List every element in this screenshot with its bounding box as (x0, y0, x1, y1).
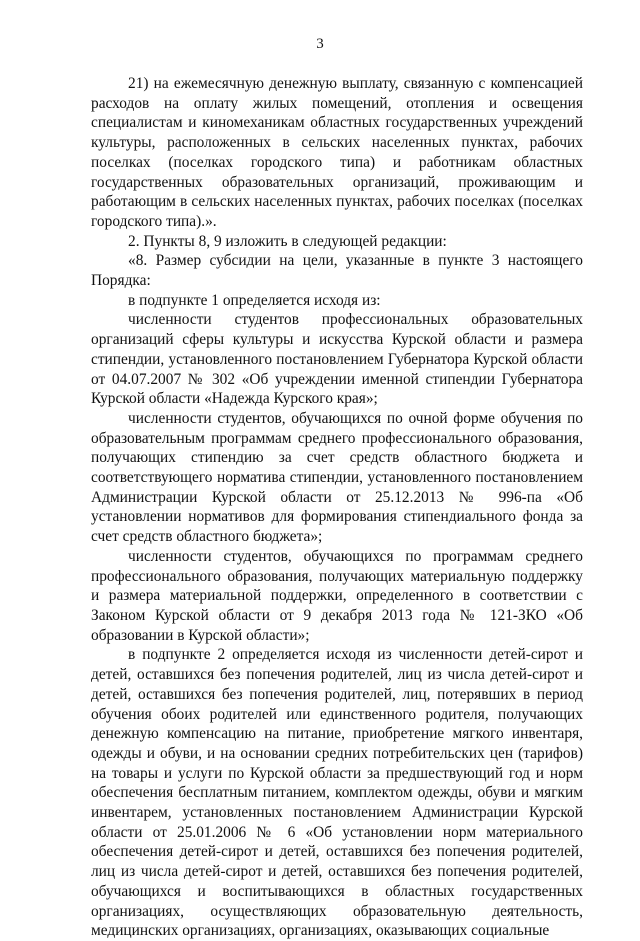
document-body (91, 74, 583, 941)
paragraph-amendment-2: 2. Пункты 8, 9 изложить в следующей редакции: (128, 232, 447, 250)
paragraph-subitem-1-intro: в подпункте 1 определяется исходя из: (128, 291, 381, 309)
paragraph-material-support: численности студентов, обучающихся по программам среднего профессионального образования, получающих материальную поддержку и размера материальной поддержки, определенного в соответствии с Законом Курской области от 9 декабря 2013 года № 121-ЗКО «Об образовании в Курской области»; (91, 547, 583, 644)
paragraph-subitem-2-orphans: в подпункте 2 определяется исходя из численности детей-сирот и детей, оставшихся без попечения родителей, лиц из числа детей-сирот и детей, оставшихся без попечения родителей, лиц, потерявших в период обучения обоих родителей или единственного родителя, получающих денежную компенсацию на питание, приобретение мягкого инвентаря, одежды и обуви, и на основании средних потребительских цен (тарифов) на товары и услуги по Курской области за предшествующий год и норм обеспечения бесплатным питанием, комплектом одежды, обуви и мягким инвентарем, установленных постановлением Администрации Курской области от 25.01.2006 № 6 «Об установлении норм материального обеспечения детей-сирот и детей, оставшихся без попечения родителей, лиц из числа детей-сирот и детей, оставшихся без попечения родителей, обучающихся и воспитывающихся в областных государственных организациях, осуществляющих образовательную деятельность, медицинских организациях, организациях, оказывающих социальные (91, 646, 583, 940)
paragraph-fulltime-students: численности студентов, обучающихся по очной форме обучения по образовательным программам среднего профессионального образования, получающих стипендию за счет средств областного бюджета и соответствующего норматива стипендии, установленного постановлением Администрации Курской области от 25.12.2013 № 996-па «Об установлении нормативов для формирования стипендиального фонда за счет средств областного бюджета»; (91, 409, 583, 546)
paragraph-culture-students: численности студентов профессиональных образовательных организаций сферы культуры и искусства Курской области и размера стипендии, установленного постановлением Губернатора Курской области от 04.07.2007 № 302 «Об учреждении именной стипендии Губернатора Курской области «Надежда Курского края»; (91, 311, 583, 408)
paragraph-item-21: 21) на ежемесячную денежную выплату, связанную с компенсацией расходов на оплату жилых помещений, отопления и освещения специалистам и киномеханикам областных государственных учреждений культуры, расположенных в сельских населенных пунктах, рабочих поселках (поселках городского типа) и работникам областных государственных образовательных организаций, проживающим и работающим в сельских населенных пунктах, рабочих поселках (поселках городского типа).». (91, 75, 583, 230)
paragraph-point-8: «8. Размер субсидии на цели, указанные в пункте 3 настоящего Порядка: (91, 252, 583, 290)
page-number: 3 (316, 36, 324, 52)
